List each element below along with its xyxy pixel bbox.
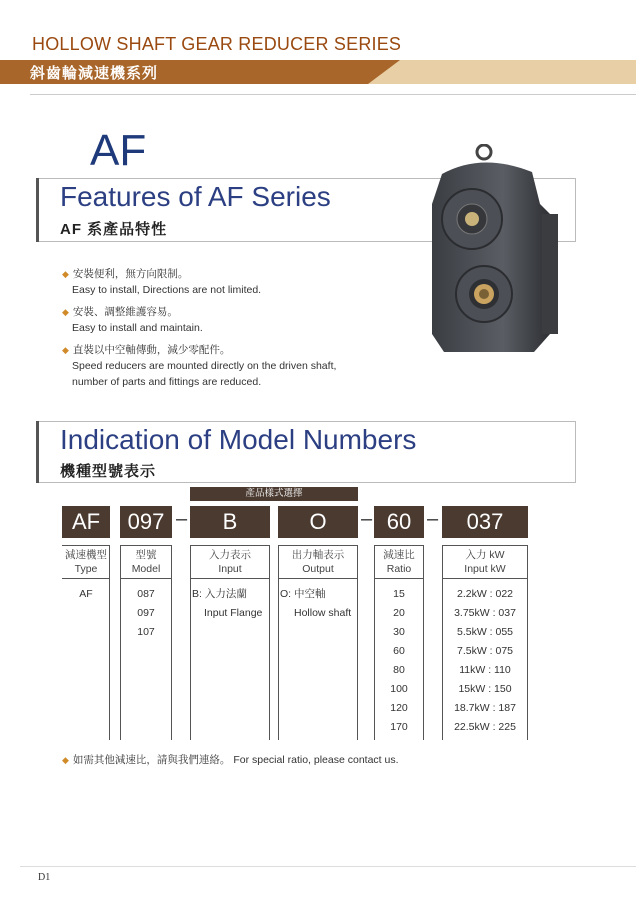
feature-zh: 安裝便利，無方向限制。 <box>72 268 189 280</box>
series-code: AF <box>90 126 147 175</box>
column-ratio <box>374 545 424 740</box>
column-values: 087 097 107 <box>137 588 155 638</box>
product-selection-label: 產品樣式選擇 <box>190 487 358 501</box>
column-values: O: 中空軸 Hollow shaft <box>280 588 352 619</box>
column-values: 15 20 30 60 80 100 120 170 <box>390 588 408 733</box>
column-header: 入力表示 Input <box>190 545 270 579</box>
feature-en: number of parts and fittings are reduced. <box>72 376 262 388</box>
features-accent <box>36 178 39 242</box>
column-header: 型號 Model <box>120 545 172 579</box>
note-text: 如需其他減速比，請與我們連絡。 For special ratio, please contact us. <box>72 754 399 766</box>
column-values: AF <box>79 588 93 600</box>
column-values: 2.2kW : 022 3.75kW : 037 5.5kW : 055 7.5kW : 075 11kW : 110 15kW : 150 18.7kW : 187 22.5kW : 225 <box>454 588 516 733</box>
special-ratio-note <box>62 752 399 767</box>
column-header: 入力 kW Input kW <box>442 545 528 579</box>
feature-item <box>62 342 336 390</box>
feature-en: Easy to install and maintain. <box>72 322 203 334</box>
code-input: B <box>190 506 270 538</box>
column-model <box>120 545 172 740</box>
feature-item <box>62 304 203 336</box>
indication-accent <box>36 421 39 483</box>
features-title: Features of AF Series <box>60 181 331 212</box>
feature-zh: 直裝以中空軸傳動，減少零配件。 <box>72 344 231 356</box>
header-title-en: HOLLOW SHAFT GEAR REDUCER SERIES <box>32 34 402 54</box>
column-header: 減速比 Ratio <box>374 545 424 579</box>
feature-en: Easy to install, Directions are not limited. <box>72 284 262 296</box>
code-output: O <box>278 506 358 538</box>
column-header: 減速機型 Type <box>62 545 110 579</box>
indication-title: Indication of Model Numbers <box>60 424 417 455</box>
bullet-icon: ◆ <box>62 345 69 355</box>
indication-subtitle: 機種型號表示 <box>60 463 157 480</box>
code-dash: – <box>176 508 188 530</box>
code-model: 097 <box>120 506 172 538</box>
feature-zh: 安裝、調整維護容易。 <box>72 306 178 318</box>
code-ratio: 60 <box>374 506 424 538</box>
page-number: D1 <box>38 872 51 883</box>
gear-reducer-image <box>422 144 562 356</box>
code-input-kw: 037 <box>442 506 528 538</box>
column-type <box>62 545 110 740</box>
bullet-icon: ◆ <box>62 755 69 765</box>
column-input-kw <box>442 545 528 740</box>
column-output <box>278 545 358 740</box>
code-dash: – <box>427 508 439 530</box>
header-divider <box>30 94 636 95</box>
bullet-icon: ◆ <box>62 307 69 317</box>
feature-en: Speed reducers are mounted directly on the driven shaft, <box>72 360 337 372</box>
column-input <box>190 545 270 740</box>
feature-item <box>62 266 261 298</box>
code-type: AF <box>62 506 110 538</box>
bullet-icon: ◆ <box>62 269 69 279</box>
code-dash: – <box>361 508 373 530</box>
footer-divider <box>20 866 636 867</box>
column-header: 出力軸表示 Output <box>278 545 358 579</box>
header-title-zh: 斜齒輪減速機系列 <box>30 65 159 82</box>
model-table <box>62 545 527 740</box>
column-values: B: 入力法蘭 Input Flange <box>192 588 263 619</box>
features-subtitle: AF 系產品特性 <box>60 221 168 238</box>
